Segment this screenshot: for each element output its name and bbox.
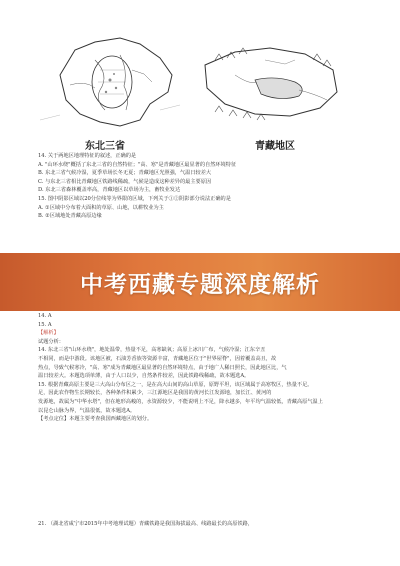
text-line: A. "山环水绕"概括了东北三省的自然特征；"高、寒"是青藏地区最显著的自然环境特征 <box>38 161 237 168</box>
text-line: 15. 根据青藏高原主要是三大高山分布区之一，是在高大山间的高山草原，原野平坦，该区域属于高寒牧区，热量不足。 <box>38 381 313 388</box>
analysis-heading: 【解析】 <box>38 330 59 337</box>
text-line: 【考点定位】本题主要考查我国西藏地区的划分。 <box>38 416 153 423</box>
text-line: D. 东北三省森林覆盖率高，青藏地区以草场为主，畜牧业发达 <box>38 187 181 194</box>
text-line: A. ①区域中分布着大面积的草原、山地，以耕牧业为主 <box>38 204 164 211</box>
text-line: 试题分析： <box>38 338 64 345</box>
text-line: 发源地，故属为"中华水塔"，但在地形高峻的，水资源较少，不能说明上不足，降水越多，年平均气温较低，青藏高原气温上 <box>38 398 323 405</box>
text-line: 热点，导致气候寒冷，"高、寒"成为青藏地区最显著的自然环境特点，由于地广人稀日照长，因此地区比，气 <box>38 364 287 371</box>
text-line: 足，因此农作物生长期较长，各种条件积累少，三江源地区是我国的黄河长江发源地，加长江、黄河的 <box>38 390 272 397</box>
text-line: 以昆仑山脉为界，气温很低，故本题选A。 <box>38 407 136 414</box>
map-figure <box>40 30 345 150</box>
upper-question-text <box>38 152 368 221</box>
text-line: 温日较差大。本题选项单薄，由于人口以少，自然条件较差，因此铁路线稀疏，故本题选A。 <box>38 373 250 380</box>
text-line: 15. A <box>38 321 52 328</box>
text-line: 15. 图中阴影区域以20分位线等为界限的区域，下列关于①②阴影部分说法正确的是 <box>38 195 231 202</box>
text-line: 14. 东北三省"山环水绕"，地处温带，热量不足，高寒缺氧；高原上冰川广布，气候冷湿；江东辛丑 <box>38 347 266 354</box>
text-line: B. ②区域地处青藏高原边缘 <box>38 213 102 220</box>
map-caption-left: 东北三省 <box>85 141 125 152</box>
answer-explanation-text <box>38 312 368 424</box>
title-banner <box>0 253 400 311</box>
text-line: 不相同，而是中游段。该地区被，石油芳香族等资源丰富，青藏地区位于"世界屋脊"，因着覆盖高且，故 <box>38 355 277 362</box>
northeast-map <box>40 30 185 135</box>
text-line: 14. 关于两地区地理特征的叙述，正确的是 <box>38 153 137 159</box>
footer-question-line: 21. （湖北省咸宁市2015年中考地理试题）青藏铁路是我国海拔最高、线路最长的高原铁路， <box>38 521 254 527</box>
tibet-map <box>195 30 345 135</box>
text-line: 14. A <box>38 313 52 319</box>
banner-title: 中考西藏专题深度解析 <box>80 271 320 298</box>
map-caption-right: 青藏地区 <box>255 141 295 152</box>
text-line: B. 东北三省气候冷湿，夏季草场长冬无夏；青藏地区光照强，气温日较差大 <box>38 170 212 177</box>
text-line: C. 与东北三省相比青藏地区铁路线稀疏，气候是造成这种差异的最主要原因 <box>38 178 212 185</box>
